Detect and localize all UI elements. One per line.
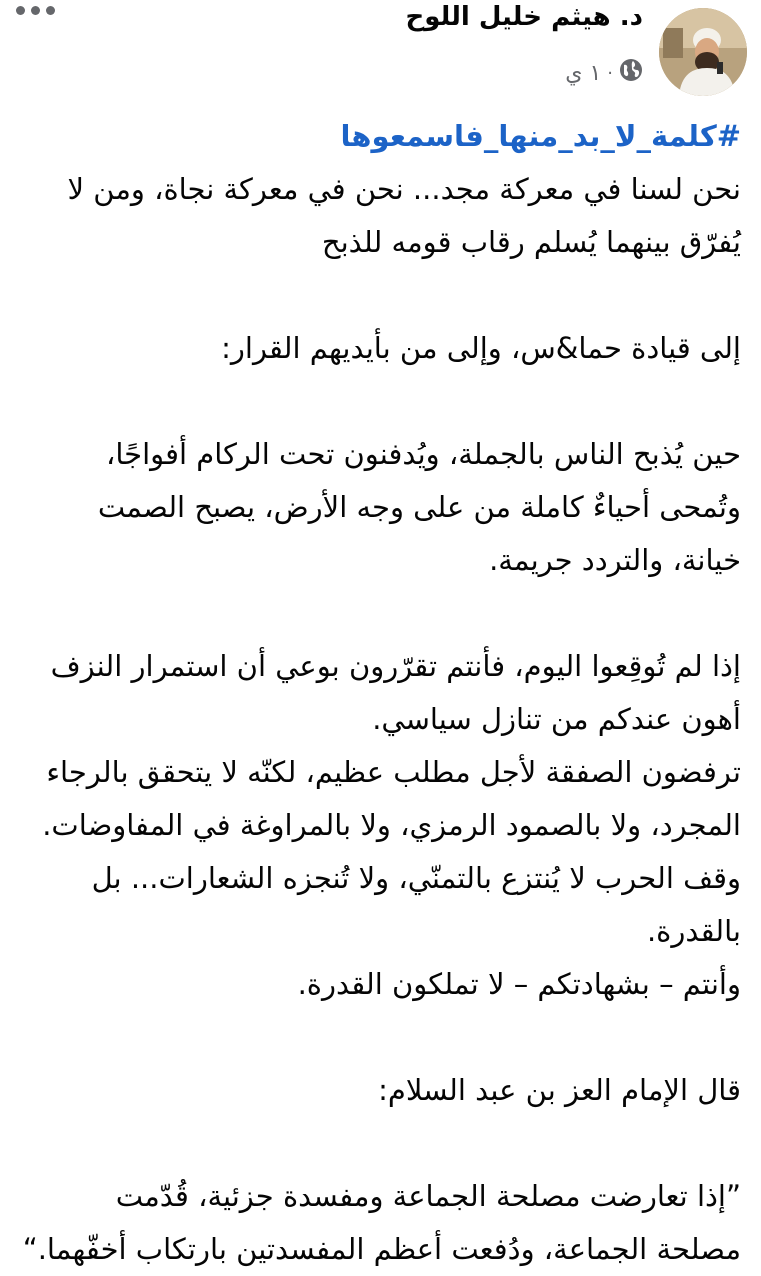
paragraph-gap	[20, 587, 741, 640]
post-text-line: يُفرّق بينهما يُسلم رقاب قومه للذبح	[321, 225, 741, 259]
separator-dot: ·	[607, 62, 613, 84]
post-text-line: أهون عندكم من تنازل سياسي.	[372, 702, 741, 736]
post-content	[20, 110, 741, 1276]
post-text-line: إلى قيادة حما&س، وإلى من بأيديهم القرار:	[221, 331, 741, 365]
post-text-line: قال الإمام العز بن عبد السلام:	[378, 1073, 741, 1107]
post-meta	[565, 58, 643, 88]
post-text-line: ”إذا تعارضت مصلحة الجماعة ومفسدة جزئية، قُدّمت	[115, 1179, 741, 1213]
paragraph-gap	[20, 375, 741, 428]
paragraph-gap	[20, 1117, 741, 1170]
post-text-line: ترفضون الصفقة لأجل مطلب عظيم، لكنّه لا يتحقق بالرجاء	[46, 755, 741, 789]
globe-icon[interactable]	[619, 58, 643, 88]
post-time[interactable]: ١ ي	[565, 60, 602, 86]
post-text-line: إذا لم تُوقِعوا اليوم، فأنتم تقرّرون بوعي أن استمرار النزف	[50, 649, 741, 683]
post-text-line: وقف الحرب لا يُنتزع بالتمنّي، ولا تُنجزه الشعارات... بل	[91, 861, 741, 895]
post-header	[0, 0, 761, 100]
paragraph-gap	[20, 269, 741, 322]
more-options-icon[interactable]	[16, 6, 55, 15]
post-text-line: المجرد، ولا بالصمود الرمزي، ولا بالمراوغة في المفاوضات.	[42, 808, 741, 842]
more-dot	[46, 6, 55, 15]
post-text-line: وأنتم – بشهادتكم – لا تملكون القدرة.	[297, 967, 741, 1001]
post-text-line: خيانة، والتردد جريمة.	[489, 543, 741, 577]
post-text-line: بالقدرة.	[646, 914, 741, 948]
post-text-line: نحن لسنا في معركة مجد... نحن في معركة نجاة، ومن لا	[67, 172, 741, 206]
paragraph-gap	[20, 1011, 741, 1064]
avatar[interactable]	[659, 8, 747, 96]
more-dot	[16, 6, 25, 15]
post-text-line: وتُمحى أحياءٌ كاملة من على وجه الأرض، يصبح الصمت	[97, 490, 741, 524]
hashtag-link[interactable]: #كلمة_لا_بد_منها_فاسمعوها	[340, 119, 741, 153]
post-text-line: مصلحة الجماعة، ودُفعت أعظم المفسدتين بارتكاب أخفّهما.“	[22, 1232, 741, 1266]
more-dot	[31, 6, 40, 15]
author-name[interactable]: د. هيثم خليل اللوح	[405, 2, 643, 32]
post-text-line: حين يُذبح الناس بالجملة، ويُدفنون تحت الركام أفواجًا،	[105, 437, 741, 471]
